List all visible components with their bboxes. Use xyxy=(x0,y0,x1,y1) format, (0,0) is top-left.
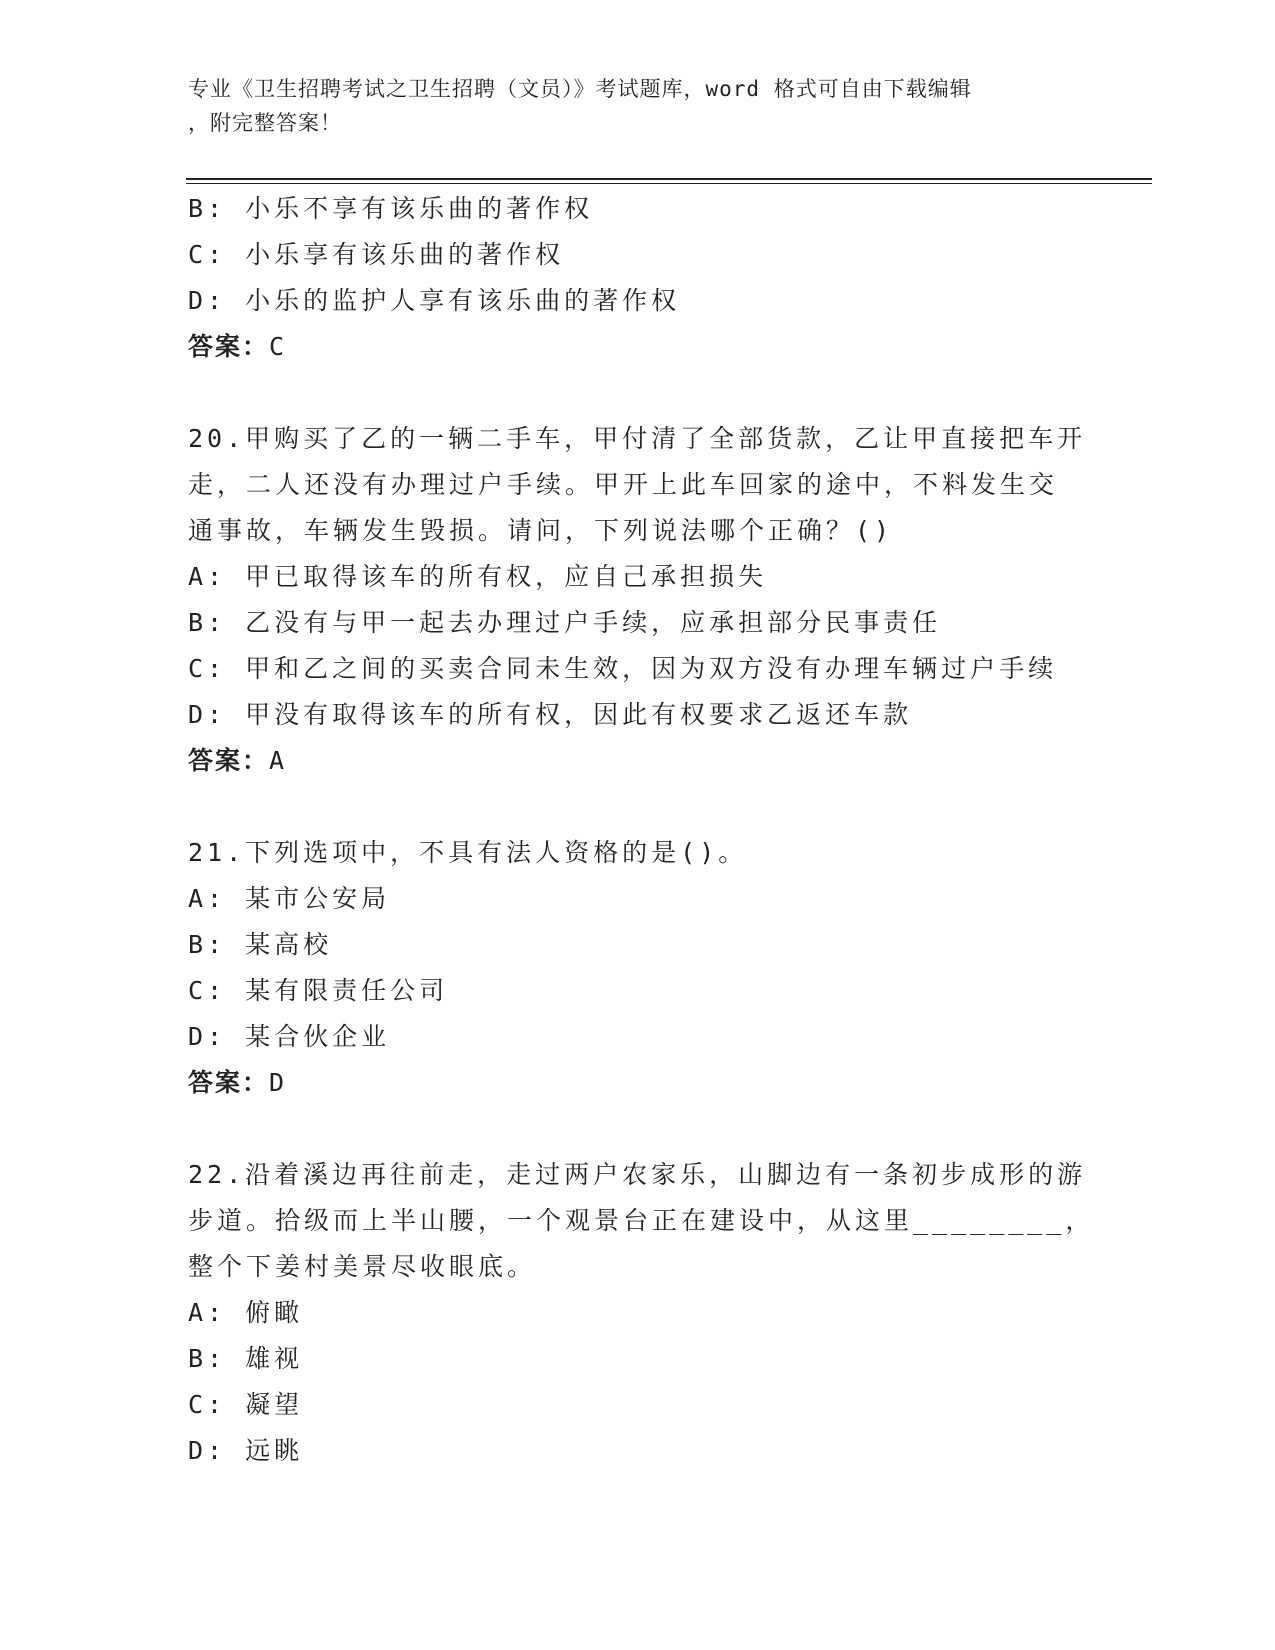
option-d: D: 小乐的监护人享有该乐曲的著作权 xyxy=(188,286,681,315)
option-c: C: 某有限责任公司 xyxy=(188,976,449,1005)
answer-label: 答案： xyxy=(188,332,270,361)
header-rule-thick xyxy=(186,178,1152,180)
option-d: D: 甲没有取得该车的所有权，因此有权要求乙返还车款 xyxy=(188,700,913,729)
option-a: A: 甲已取得该车的所有权，应自己承担损失 xyxy=(188,562,768,591)
option-b: B: 小乐不享有该乐曲的著作权 xyxy=(188,194,594,223)
option-a: A: 某市公安局 xyxy=(188,884,391,913)
answer-label: 答案： xyxy=(188,1068,270,1097)
document-header xyxy=(188,72,1088,140)
option-d: D: 某合伙企业 xyxy=(188,1022,391,1051)
option-c: C: 凝望 xyxy=(188,1390,304,1419)
question-stem-line: 21.下列选项中，不具有法人资格的是()。 xyxy=(188,838,748,867)
header-line-1: 专业《卫生招聘考试之卫生招聘（文员）》考试题库，word 格式可自由下载编辑 xyxy=(188,77,972,101)
question-stem-line: 22.沿着溪边再往前走，走过两户农家乐，山脚边有一条初步成形的游 xyxy=(188,1160,1087,1189)
option-b: B: 乙没有与甲一起去办理过户手续，应承担部分民事责任 xyxy=(188,608,942,637)
question-19 xyxy=(188,186,1088,370)
spacer xyxy=(188,370,1088,416)
question-stem-line: 20.甲购买了乙的一辆二手车，甲付清了全部货款，乙让甲直接把车开 xyxy=(188,424,1087,453)
question-stem-line: 通事故，车辆发生毁损。请问，下列说法哪个正确？() xyxy=(188,516,894,545)
spacer xyxy=(188,1106,1088,1152)
answer-line xyxy=(188,324,1088,370)
answer-value: D xyxy=(269,1068,287,1097)
answer-label: 答案： xyxy=(188,746,270,775)
question-stem-line: 走，二人还没有办理过户手续。甲开上此车回家的途中，不料发生交 xyxy=(188,470,1059,499)
header-rule-thin xyxy=(186,183,1152,184)
option-c: C: 小乐享有该乐曲的著作权 xyxy=(188,240,565,269)
question-20 xyxy=(188,416,1088,784)
question-22 xyxy=(188,1152,1095,1474)
question-stem-line: 步道。拾级而上半山腰，一个观景台正在建设中，从这里________， xyxy=(188,1206,1095,1235)
option-b: B: 雄视 xyxy=(188,1344,304,1373)
answer-line xyxy=(188,1060,1088,1106)
spacer xyxy=(188,784,1088,830)
question-list xyxy=(188,186,1095,1474)
question-stem-line: 整个下姜村美景尽收眼底。 xyxy=(188,1252,537,1281)
option-d: D: 远眺 xyxy=(188,1436,304,1465)
answer-line xyxy=(188,738,1088,784)
header-line-2: ，附完整答案！ xyxy=(188,111,342,135)
answer-value: A xyxy=(269,746,287,775)
option-c: C: 甲和乙之间的买卖合同未生效，因为双方没有办理车辆过户手续 xyxy=(188,654,1058,683)
question-21 xyxy=(188,830,1088,1106)
option-b: B: 某高校 xyxy=(188,930,333,959)
option-a: A: 俯瞰 xyxy=(188,1298,304,1327)
answer-value: C xyxy=(269,332,287,361)
